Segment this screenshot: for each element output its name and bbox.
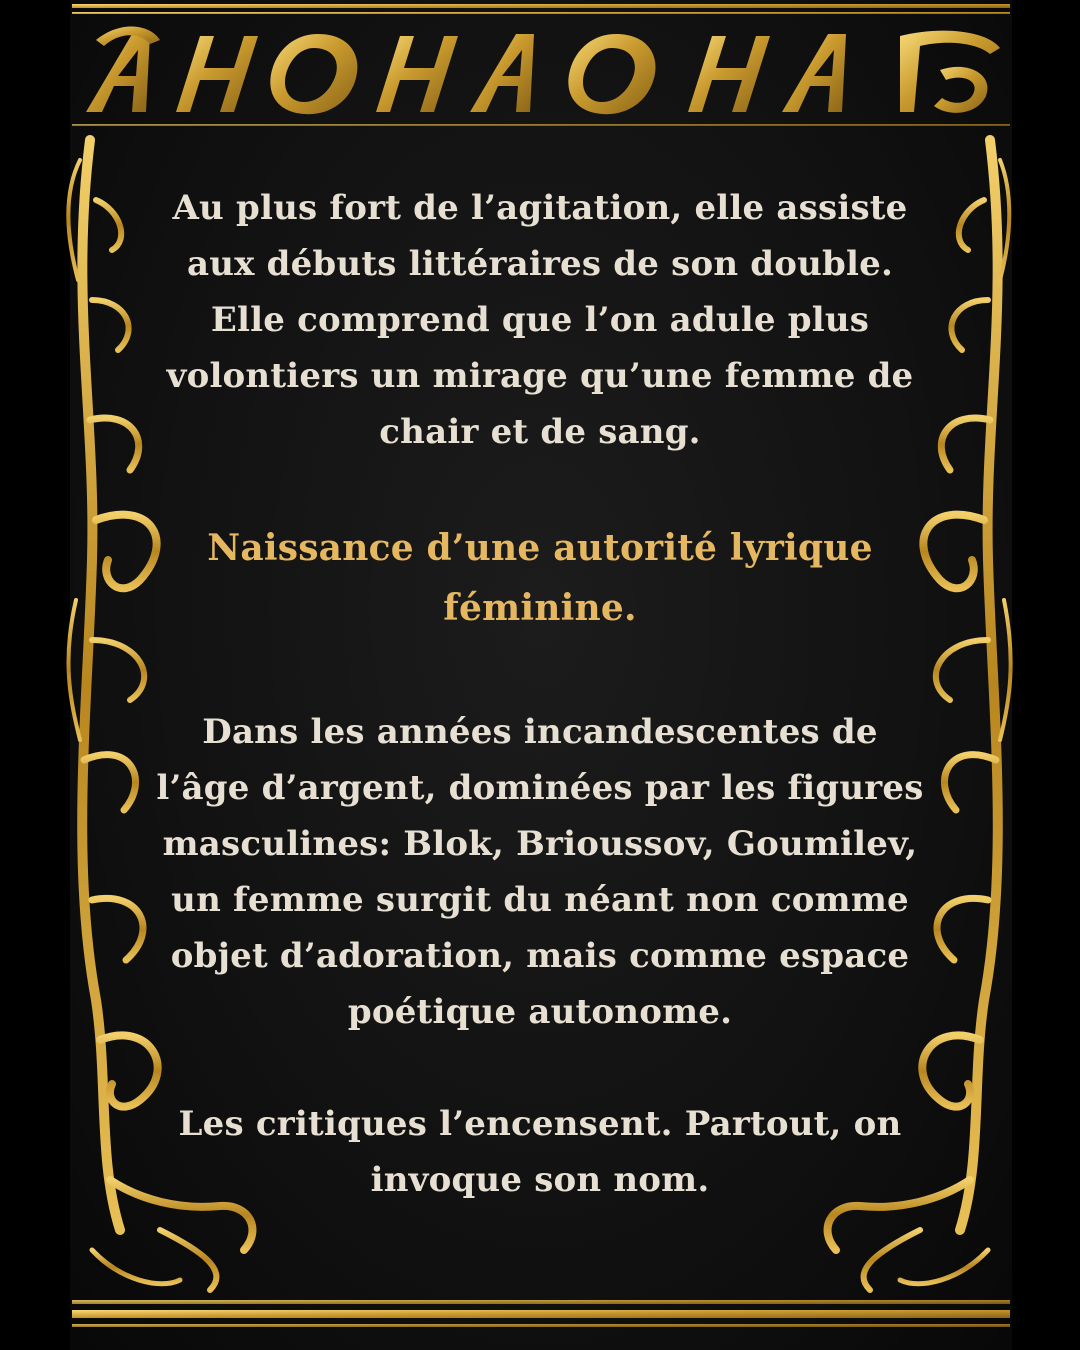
ornamental-title-text	[76, 24, 1006, 120]
bottom-border	[72, 1300, 1010, 1327]
paragraph-critics	[150, 1096, 930, 1208]
paragraph-1-text: Au plus fort de l’agitation, elle assiste aux débuts littéraires de son double. Elle comprend que l’on adule plus volontiers un mirage qu’une femme de chair et de sang.	[166, 188, 914, 452]
paragraph-3-text: Les critiques l’encensent. Partout, on invoque son nom.	[178, 1104, 902, 1200]
section-heading	[150, 518, 930, 638]
heading-text: Naissance d’une autorité lyrique féminine.	[207, 527, 873, 629]
paragraph-age-argent	[150, 704, 930, 1040]
paragraph-2-text: Dans les années incandescentes de l’âge d’argent, dominées par les figures masculines: Blok, Brioussov, Goumilev, un femme surgit du néant non comme objet d’adoration, mais comme espace poétique autonome.	[156, 712, 924, 1032]
paragraph-agitation	[150, 180, 930, 460]
